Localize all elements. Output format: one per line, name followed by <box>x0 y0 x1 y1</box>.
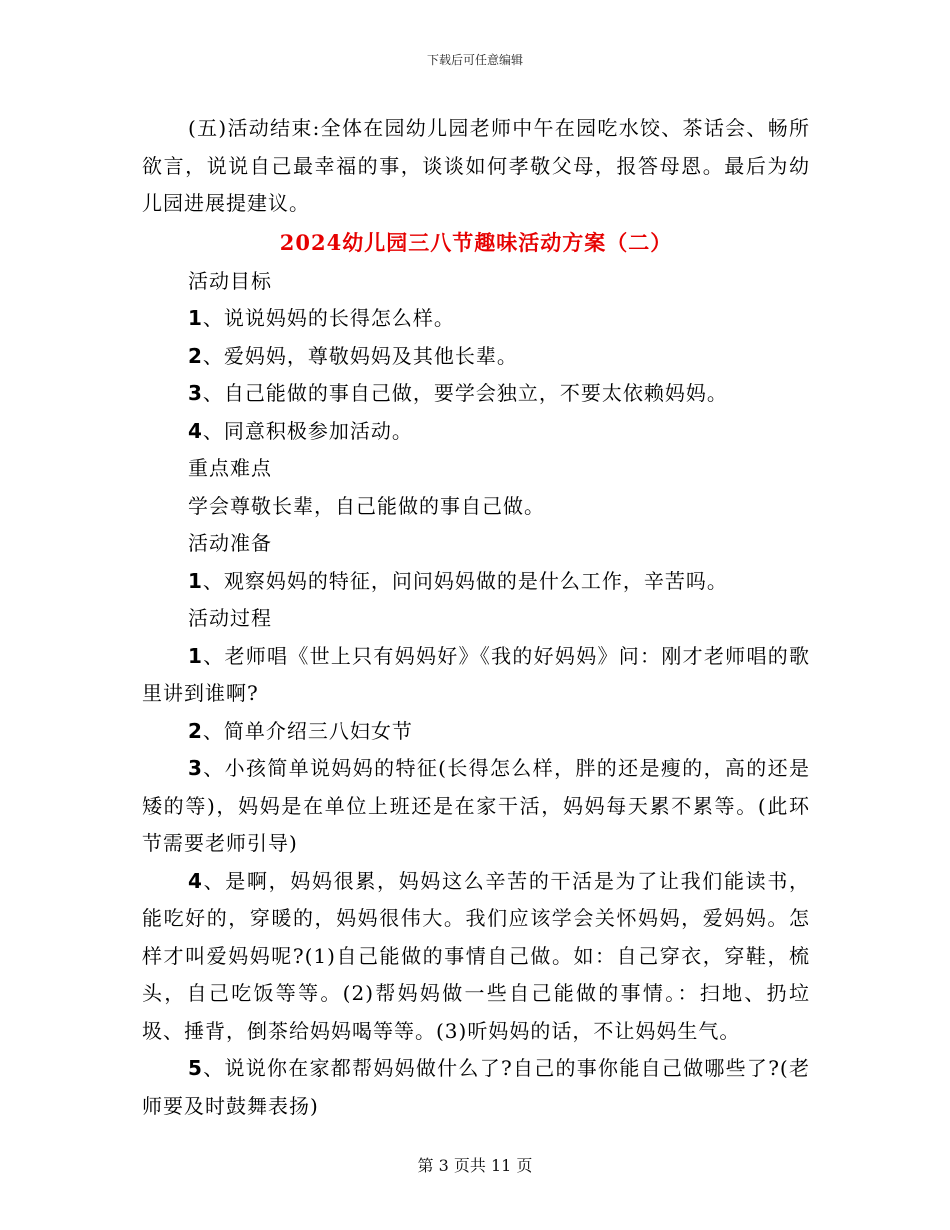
list-item <box>142 863 810 1051</box>
list-item <box>142 563 810 601</box>
subsection-heading: 活动目标 <box>188 268 272 293</box>
list-item-number: 5 <box>188 1056 203 1080</box>
list-item-text: 、自己能做的事自己做，要学会独立，不要太依赖妈妈。 <box>202 381 728 405</box>
list-item-number: 1 <box>188 306 203 330</box>
list-item-text: 、说说你在家都帮妈妈做什么了?自己的事你能自己做哪些了?(老师要及时鼓舞表扬) <box>142 1056 810 1118</box>
list-item <box>142 638 810 713</box>
document-body <box>142 110 810 1125</box>
body-line: 学会尊敬长辈，自己能做的事自己做。 <box>188 493 545 518</box>
list-item-text: 、同意积极参加活动。 <box>202 418 413 443</box>
list-item <box>142 713 810 751</box>
list-item-text: 、简单介绍三八妇女节 <box>202 718 413 743</box>
list-item-text: 、老师唱《世上只有妈妈好》《我的好妈妈》问：刚才老师唱的歌里讲到谁啊? <box>142 643 810 705</box>
list-item-text: 、小孩简单说妈妈的特征(长得怎么样，胖的还是瘦的，高的还是矮的等)，妈妈是在单位上班还是在家干活，妈妈每天累不累等。(此环节需要老师引导) <box>142 756 810 855</box>
section-title: 2024幼儿园三八节趣味活动方案（二） <box>279 229 673 255</box>
subsection-heading: 活动过程 <box>188 606 272 630</box>
list-item <box>142 750 810 863</box>
list-item-number: 2 <box>188 343 203 368</box>
list-item-number: 3 <box>188 381 203 405</box>
intro-paragraph: (五)活动结束:全体在园幼儿园老师中午在园吃水饺、茶话会、畅所欲言，说说自己最幸福的事，谈谈如何孝敬父母，报答母恩。最后为幼儿园进展提建议。 <box>142 116 810 215</box>
list-item-text: 、爱妈妈，尊敬妈妈及其他长辈。 <box>202 343 518 368</box>
list-item <box>142 338 810 376</box>
list-item-number: 1 <box>188 568 203 593</box>
list-item <box>142 375 810 413</box>
page-footer: 第 3 页共 11 页 <box>417 1156 533 1175</box>
list-item <box>142 1050 810 1125</box>
list-item-text: 、说说妈妈的长得怎么样。 <box>202 306 455 330</box>
page-header: 下载后可任意编辑 <box>426 53 523 67</box>
list-item-number: 4 <box>188 868 203 893</box>
subsection-heading: 重点难点 <box>188 456 272 480</box>
list-item <box>142 413 810 451</box>
list-item-number: 4 <box>188 418 203 443</box>
subsection-heading: 活动准备 <box>188 531 272 555</box>
list-item <box>142 300 810 338</box>
list-item-text: 、是啊，妈妈很累，妈妈这么辛苦的干活是为了让我们能读书，能吃好的，穿暖的，妈妈很伟大。我们应该学会关怀妈妈，爱妈妈。怎样才叫爱妈妈呢?(1)自己能做的事情自己做。如：自己穿衣，穿鞋，梳头，自己吃饭等等。(2)帮妈妈做一些自己能做的事情。：扫地、扔垃圾、捶背，倒茶给妈妈喝等等。(3)听妈妈的话，不让妈妈生气。 <box>142 868 810 1043</box>
list-item-number: 2 <box>188 718 203 743</box>
list-item-number: 1 <box>188 643 203 668</box>
list-item-text: 、观察妈妈的特征，问问妈妈做的是什么工作，辛苦吗。 <box>202 568 728 593</box>
section-blocks <box>142 263 810 1126</box>
list-item-number: 3 <box>188 756 203 780</box>
